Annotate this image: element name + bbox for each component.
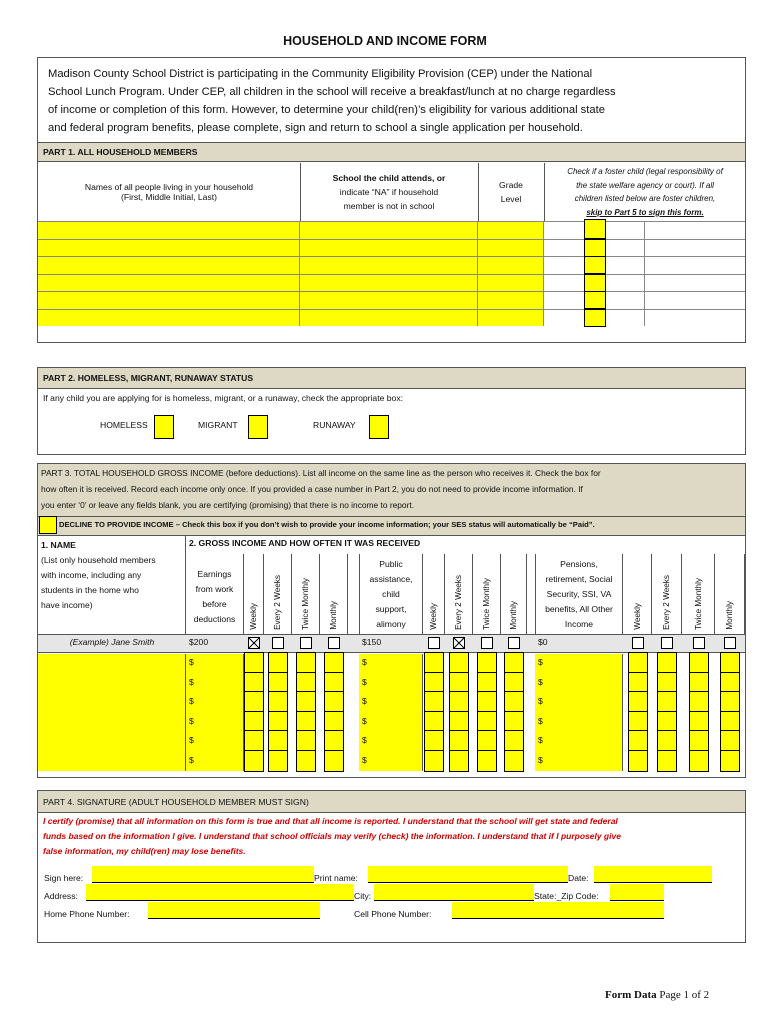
public-assistance-amount-field[interactable]: $ [359,654,423,674]
member-school-field[interactable] [300,309,478,327]
name-column-header: 1. NAME (List only household members with income, including any students in the home who have income) [38,536,186,634]
income-name-field[interactable] [38,693,186,713]
frequency-header: Twice Monthly [473,554,501,634]
runaway-label: RUNAWAY [313,420,356,430]
pension-amount-field[interactable]: $ [535,752,623,772]
member-school-field[interactable] [300,221,478,239]
names-column-header: Names of all people living in your household (First, Middle Initial, Last) [38,163,301,221]
earnings-amount-field[interactable]: $ [186,752,244,772]
frequency-header: Every 2 Weeks [445,554,473,634]
frequency-checkbox[interactable] [628,750,648,772]
part1-section [37,142,746,343]
member-row [38,274,745,292]
gross-income-header: 2. GROSS INCOME AND HOW OFTEN IT WAS RECEIVED [189,538,421,548]
part3-section [37,463,746,778]
foster-column-header: Check if a foster child (legal responsibility of the state welfare agency or court). If all children listed below are foster children, skip to Part 5 to sign this form. [567,167,723,217]
print-name-field[interactable] [368,866,568,883]
pensions-header: Pensions, retirement, Social Security, SSI, VA benefits, All Other Income [535,554,623,634]
pension-amount-field[interactable]: $ [535,674,623,694]
decline-income-label: DECLINE TO PROVIDE INCOME – Check this box if you don’t wish to provide your income information; your SES status will automatically be “Paid”. [59,520,595,529]
signature-field[interactable] [92,866,314,883]
x-mark-icon [249,638,259,648]
member-name-field[interactable] [38,274,300,292]
homeless-checkbox[interactable] [154,415,174,439]
frequency-header: Monthly [715,554,745,634]
earnings-amount-field[interactable]: $ [186,693,244,713]
frequency-header: Every 2 Weeks [264,554,292,634]
address-field[interactable] [86,884,354,901]
member-row [38,221,745,239]
frequency-checkbox[interactable] [449,750,469,772]
address-label: Address: [44,891,78,901]
example-frequency-checkbox [328,637,340,649]
income-name-field[interactable] [38,732,186,752]
example-frequency-checkbox [661,637,673,649]
member-name-field[interactable] [38,221,300,239]
public-assistance-amount-field[interactable]: $ [359,674,423,694]
frequency-checkbox[interactable] [268,750,288,772]
foster-checkbox[interactable] [584,219,606,239]
public-assistance-header: Public assistance, child support, alimony [359,554,423,634]
public-assistance-amount-field[interactable]: $ [359,732,423,752]
example-pension: $0 [538,637,548,647]
frequency-checkbox[interactable] [477,750,497,772]
foster-checkbox[interactable] [584,309,606,327]
earnings-amount-field[interactable]: $ [186,713,244,733]
x-mark-icon [454,638,464,648]
grade-column-header: Grade Level [478,163,545,221]
frequency-header: Weekly [423,554,445,634]
home-phone-label: Home Phone Number: [44,909,130,919]
public-assistance-amount-field[interactable]: $ [359,693,423,713]
frequency-header: Every 2 Weeks [652,554,682,634]
public-assistance-amount-field[interactable]: $ [359,713,423,733]
school-column-header: School the child attends, or indicate “NA” if household member is not in school [300,163,479,221]
frequency-checkbox[interactable] [689,750,709,772]
frequency-checkbox[interactable] [324,750,344,772]
part3-header: PART 3. TOTAL HOUSEHOLD GROSS INCOME (before deductions). List all income on the same line as the person who receives it. Check the box for how often it is received. Record each income only once. If you provided a case number in Part 2, you do not need to provide income information. If you enter ‘0’ or leave any fields blank, you are certifying (promising) that there is no income to report. [38,464,745,516]
part4-section [37,790,746,943]
foster-checkbox[interactable] [584,239,606,257]
earnings-amount-field[interactable]: $ [186,654,244,674]
example-frequency-checkbox [632,637,644,649]
member-grade-field[interactable] [478,221,544,239]
part2-section [37,367,746,455]
frequency-header: Monthly [320,554,348,634]
intro-line: Madison County School District is participating in the Community Eligibility Provision (CEP) under the National [48,68,593,80]
foster-checkbox[interactable] [584,256,606,274]
part4-header: PART 4. SIGNATURE (ADULT HOUSEHOLD MEMBER MUST SIGN) [38,791,745,813]
date-field[interactable] [594,866,712,883]
frequency-checkbox[interactable] [424,750,444,772]
migrant-checkbox[interactable] [248,415,268,439]
member-name-field[interactable] [38,239,300,257]
member-name-field[interactable] [38,291,300,309]
runaway-checkbox[interactable] [369,415,389,439]
member-grade-field[interactable] [478,239,544,257]
migrant-label: MIGRANT [198,420,238,430]
decline-income-checkbox[interactable] [39,516,57,534]
member-grade-field[interactable] [478,274,544,292]
frequency-checkbox[interactable] [720,750,740,772]
example-name: (Example) Jane Smith [69,637,155,647]
part2-instruction: If any child you are applying for is homeless, migrant, or a runaway, check the appropriate box: [43,393,404,403]
income-name-field[interactable] [38,752,186,772]
income-name-field[interactable] [38,674,186,694]
example-earnings: $200 [189,637,209,647]
intro-line: School Lunch Program. Under CEP, all children in the school will receive a breakfast/lunch at no charge regardless [48,86,616,98]
example-frequency-checkbox [453,637,465,649]
member-school-field[interactable] [300,239,478,257]
frequency-checkbox[interactable] [244,750,264,772]
foster-checkbox[interactable] [584,291,606,309]
cell-phone-label: Cell Phone Number: [354,909,432,919]
member-school-field[interactable] [300,274,478,292]
footer-form-data: Form Data [605,989,657,1001]
member-row [38,256,745,274]
member-row [38,291,745,309]
example-frequency-checkbox [428,637,440,649]
home-phone-field[interactable] [148,902,320,919]
earnings-amount-field[interactable]: $ [186,732,244,752]
public-assistance-amount-field[interactable]: $ [359,752,423,772]
member-school-field[interactable] [300,256,478,274]
member-row [38,309,745,327]
example-frequency-checkbox [300,637,312,649]
pension-amount-field[interactable]: $ [535,732,623,752]
part1-header: PART 1. ALL HOUSEHOLD MEMBERS [38,143,745,162]
income-name-field[interactable] [38,654,186,674]
zip-field[interactable] [610,884,664,901]
footer-page: Page 1 of 2 [659,989,710,1001]
earnings-amount-field[interactable]: $ [186,674,244,694]
member-grade-field[interactable] [478,256,544,274]
example-frequency-checkbox [481,637,493,649]
earnings-header: Earnings from work before deductions [186,554,244,634]
frequency-header: Weekly [623,554,652,634]
income-name-field[interactable] [38,713,186,733]
page-title: HOUSEHOLD AND INCOME FORM [283,34,487,48]
pension-amount-field[interactable]: $ [535,693,623,713]
example-frequency-checkbox [272,637,284,649]
foster-checkbox[interactable] [584,274,606,292]
example-public: $150 [362,637,382,647]
member-name-field[interactable] [38,309,300,327]
member-name-field[interactable] [38,256,300,274]
example-frequency-checkbox [693,637,705,649]
frequency-checkbox[interactable] [657,750,677,772]
intro-line: of income or completion of this form. However, to determine your child(ren)’s eligibility for various additional state [48,104,605,116]
cell-phone-field[interactable] [452,902,664,919]
frequency-header: Monthly [501,554,527,634]
pension-amount-field[interactable]: $ [535,654,623,674]
frequency-header: Twice Monthly [682,554,715,634]
example-frequency-checkbox [724,637,736,649]
example-frequency-checkbox [508,637,520,649]
intro-text [37,57,746,143]
part2-header: PART 2. HOMELESS, MIGRANT, RUNAWAY STATUS [38,368,745,389]
homeless-label: HOMELESS [100,420,148,430]
member-row [38,239,745,257]
date-label: Date: [568,873,589,883]
member-grade-field[interactable] [478,309,544,327]
city-label: City: [354,891,372,901]
footer [605,989,709,1001]
city-field[interactable] [374,884,534,901]
frequency-header: Twice Monthly [292,554,320,634]
print-name-label: Print name: [314,873,358,883]
member-grade-field[interactable] [478,291,544,309]
example-frequency-checkbox [248,637,260,649]
member-school-field[interactable] [300,291,478,309]
state-zip-label: State:_Zip Code: [534,891,599,901]
frequency-header: Weekly [244,554,264,634]
frequency-checkbox[interactable] [504,750,524,772]
certification-text: I certify (promise) that all information on this form is true and that all income is reported. I understand that the school will get state and federal funds based on the information I give. I understand that school officials may verify (check) the information. I understand that if I purposely give false information, my child(ren) may lose benefits. [43,816,621,856]
pension-amount-field[interactable]: $ [535,713,623,733]
sign-here-label: Sign here: [44,873,84,883]
intro-line: and federal program benefits, please complete, sign and return to school a single application per household. [48,122,583,134]
frequency-checkbox[interactable] [296,750,316,772]
